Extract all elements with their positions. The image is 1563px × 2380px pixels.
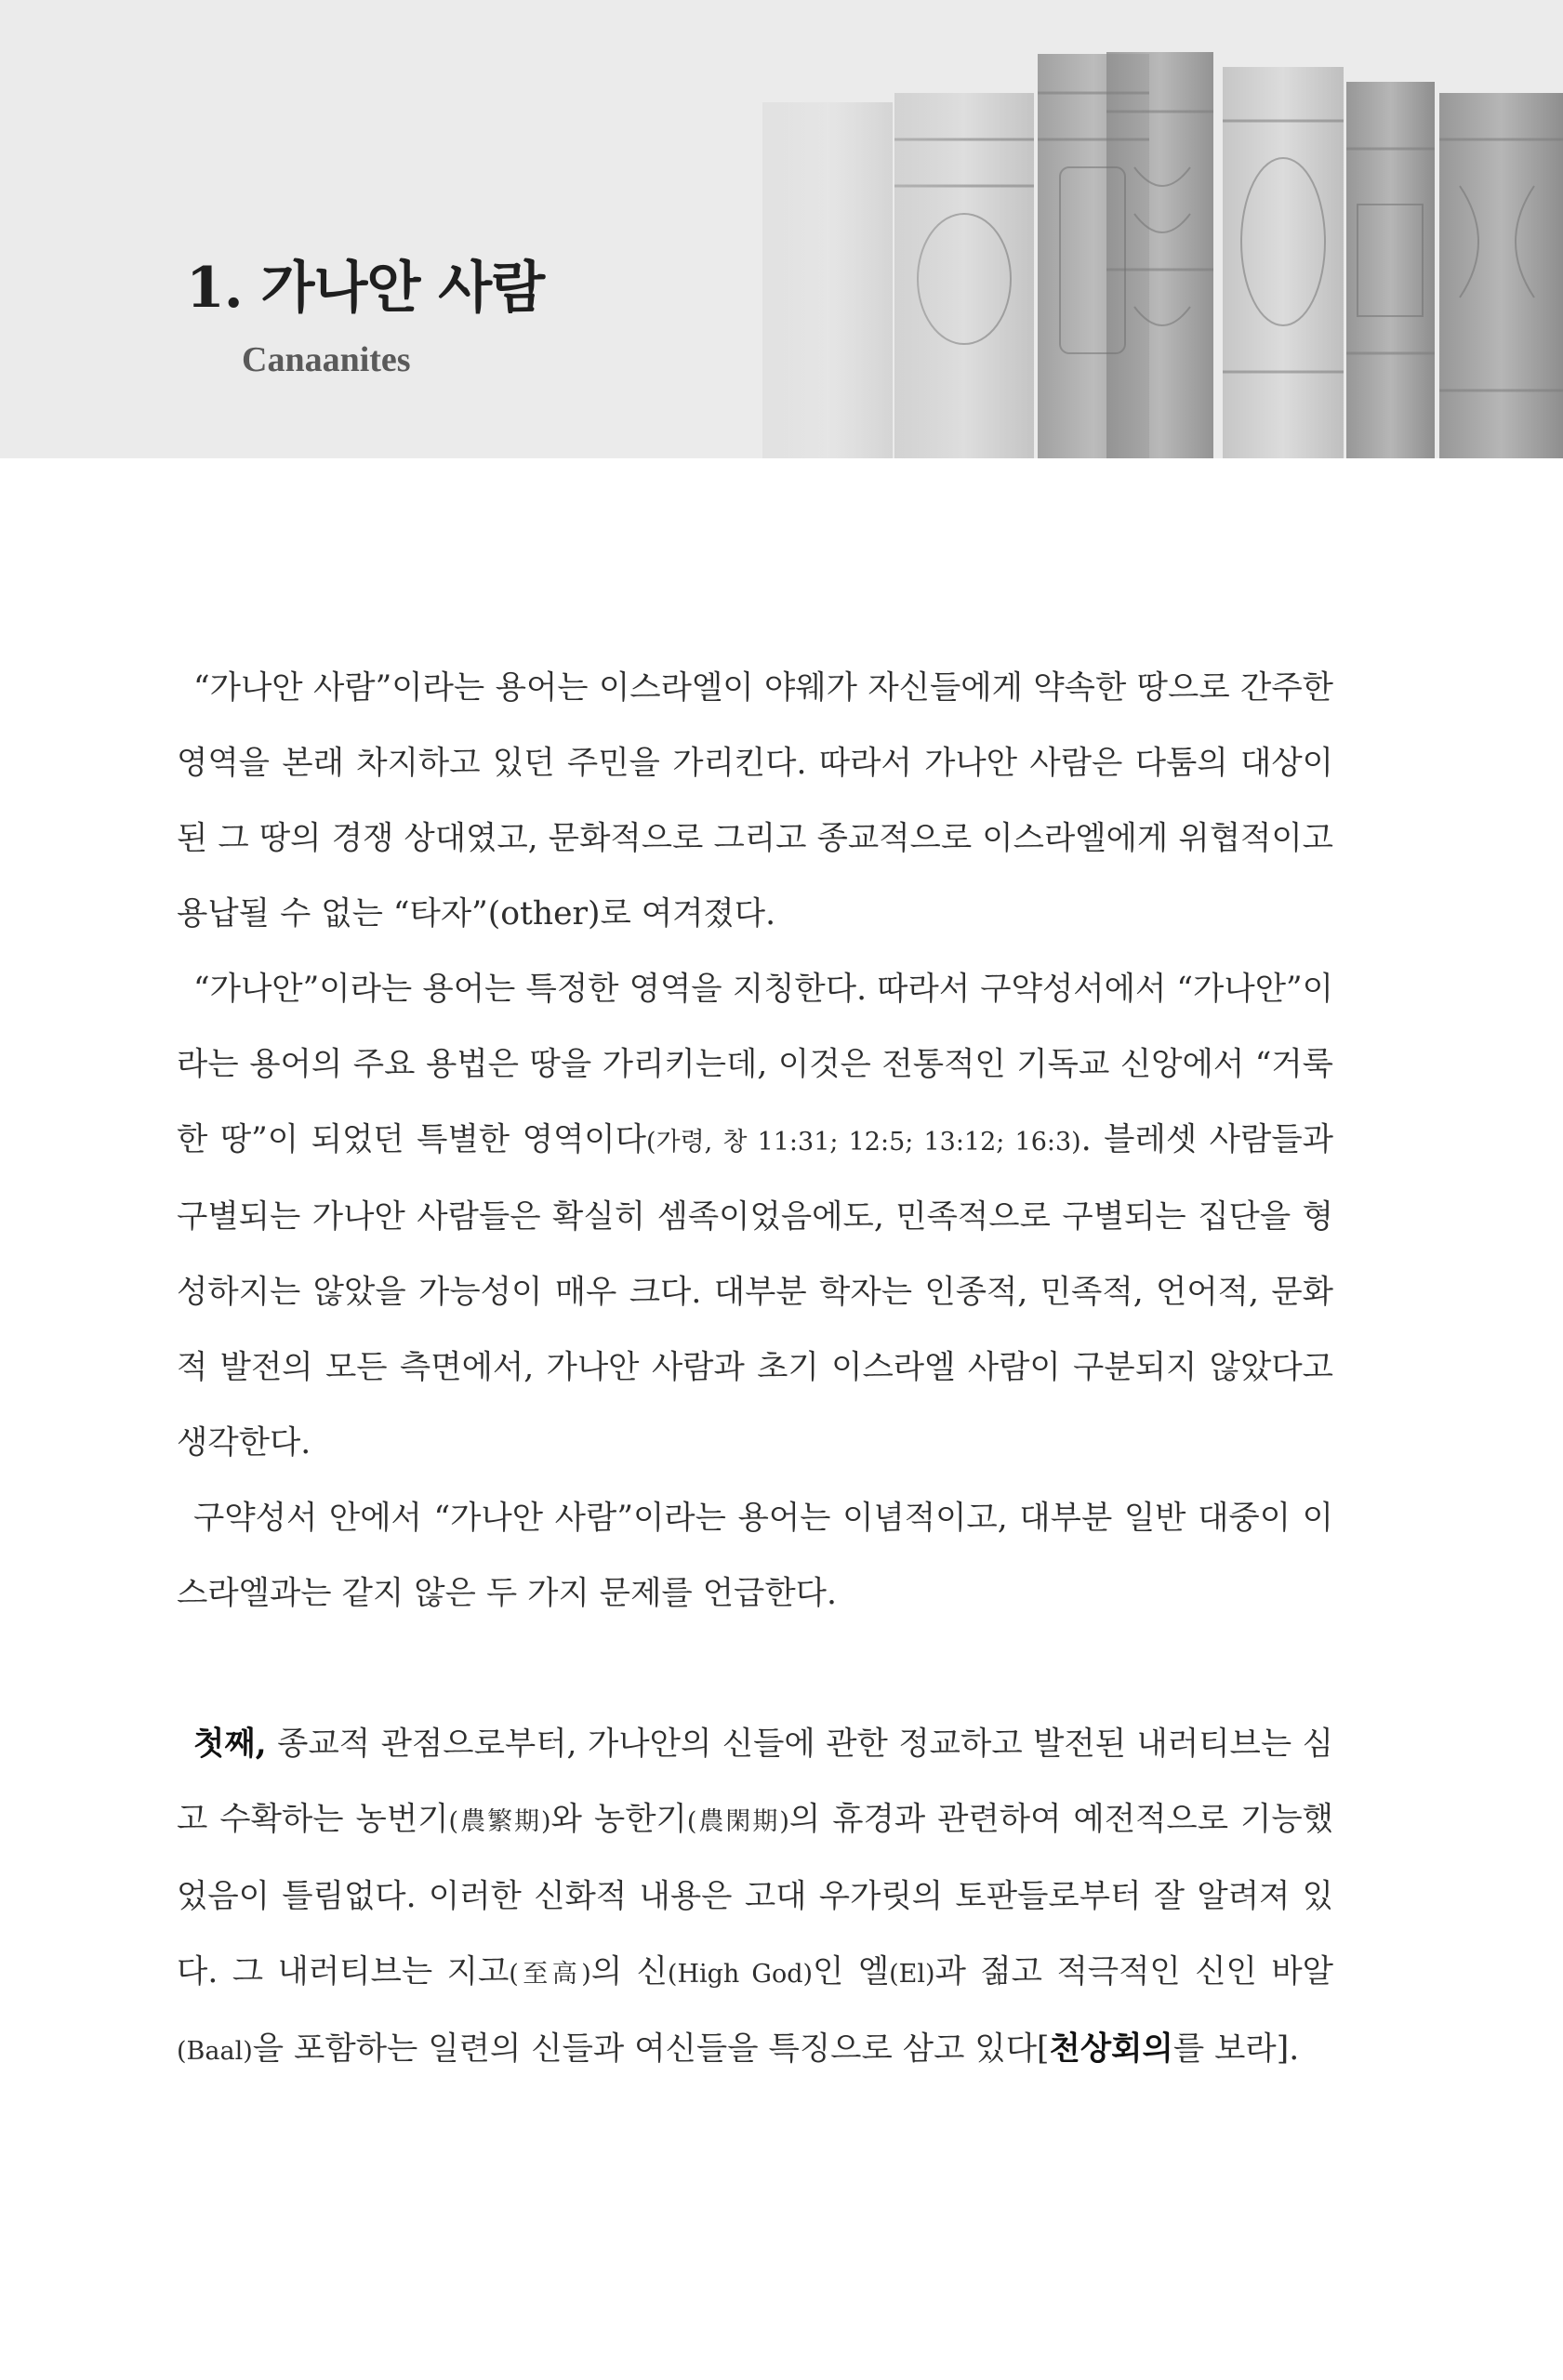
paragraph-1: “가나안 사람”이라는 용어는 이스라엘이 야웨가 자신들에게 약속한 땅으로 간주한 영역을 본래 차지하고 있던 주민을 가리킨다. 따라서 가나안 사람은 다툼의 대상이 된 그 땅의 경쟁 상대였고, 문화적으로 그리고 종교적으로 이스라엘에게 위협적이고 용납될 수 없는 “타자”(other)로 여겨졌다. bbox=[177, 669, 1333, 932]
lead-word: 첫째, bbox=[193, 1726, 267, 1763]
hanja-note: (至高) bbox=[509, 1960, 591, 1989]
cross-reference: 천상회의 bbox=[1049, 2030, 1173, 2068]
english-note: (El) bbox=[889, 1960, 935, 1989]
hanja-note: (農閑期) bbox=[686, 1807, 789, 1836]
paragraph-gap bbox=[177, 1632, 1333, 1707]
chapter-subtitle: Canaanites bbox=[242, 340, 411, 379]
hanja-note: (農繁期) bbox=[448, 1807, 551, 1836]
paragraph-4: 첫째, 종교적 관점으로부터, 가나안의 신들에 관한 정교하고 발전된 내러티브는 심고 수확하는 농번기(農繁期)와 농한기(農閑期)의 휴경과 관련하여 예전적으로 기능했었음이 틀림없다. 이러한 신화적 내용은 고대 우가릿의 토판들로부터 잘 알려져 있다. 그 내러티브는 지고(至高)의 신(High God)인 엘(El)과 젊고 적극적인 신인 바알(Baal)을 포함하는 일련의 신들과 여신들을 특징으로 삼고 있다[천상회의를 보라]. bbox=[177, 1726, 1333, 2068]
paragraph-2: “가나안”이라는 용어는 특정한 영역을 지칭한다. 따라서 구약성서에서 “가나안”이라는 용어의 주요 용법은 땅을 가리키는데, 이것은 전통적인 기독교 신앙에서 “거룩한 땅”이 되었던 특별한 영역이다(가령, 창 11:31; 12:5; 13:12; 16:3). 블레셋 사람들과 구별되는 가나안 사람들은 확실히 셈족이었음에도, 민족적으로 구별되는 집단을 형성하지는 않았을 가능성이 매우 크다. 대부분 학자는 인종적, 민족적, 언어적, 문화적 발전의 모든 측면에서, 가나안 사람과 초기 이스라엘 사람이 구분되지 않았다고 생각한다. bbox=[177, 971, 1333, 1461]
english-note: (High God) bbox=[667, 1960, 814, 1989]
chapter-title: 1. 가나안 사람 bbox=[186, 256, 545, 321]
english-note: (Baal) bbox=[177, 2037, 253, 2066]
bookshelf-image bbox=[651, 0, 1563, 458]
paragraph-3: 구약성서 안에서 “가나안 사람”이라는 용어는 이념적이고, 대부분 일반 대중이 이스라엘과는 같지 않은 두 가지 문제를 언급한다. bbox=[177, 1500, 1333, 1612]
body-text bbox=[177, 651, 1333, 2089]
chapter-header bbox=[0, 0, 1563, 458]
bible-reference: (가령, 창 11:31; 12:5; 13:12; 16:3) bbox=[645, 1128, 1081, 1157]
